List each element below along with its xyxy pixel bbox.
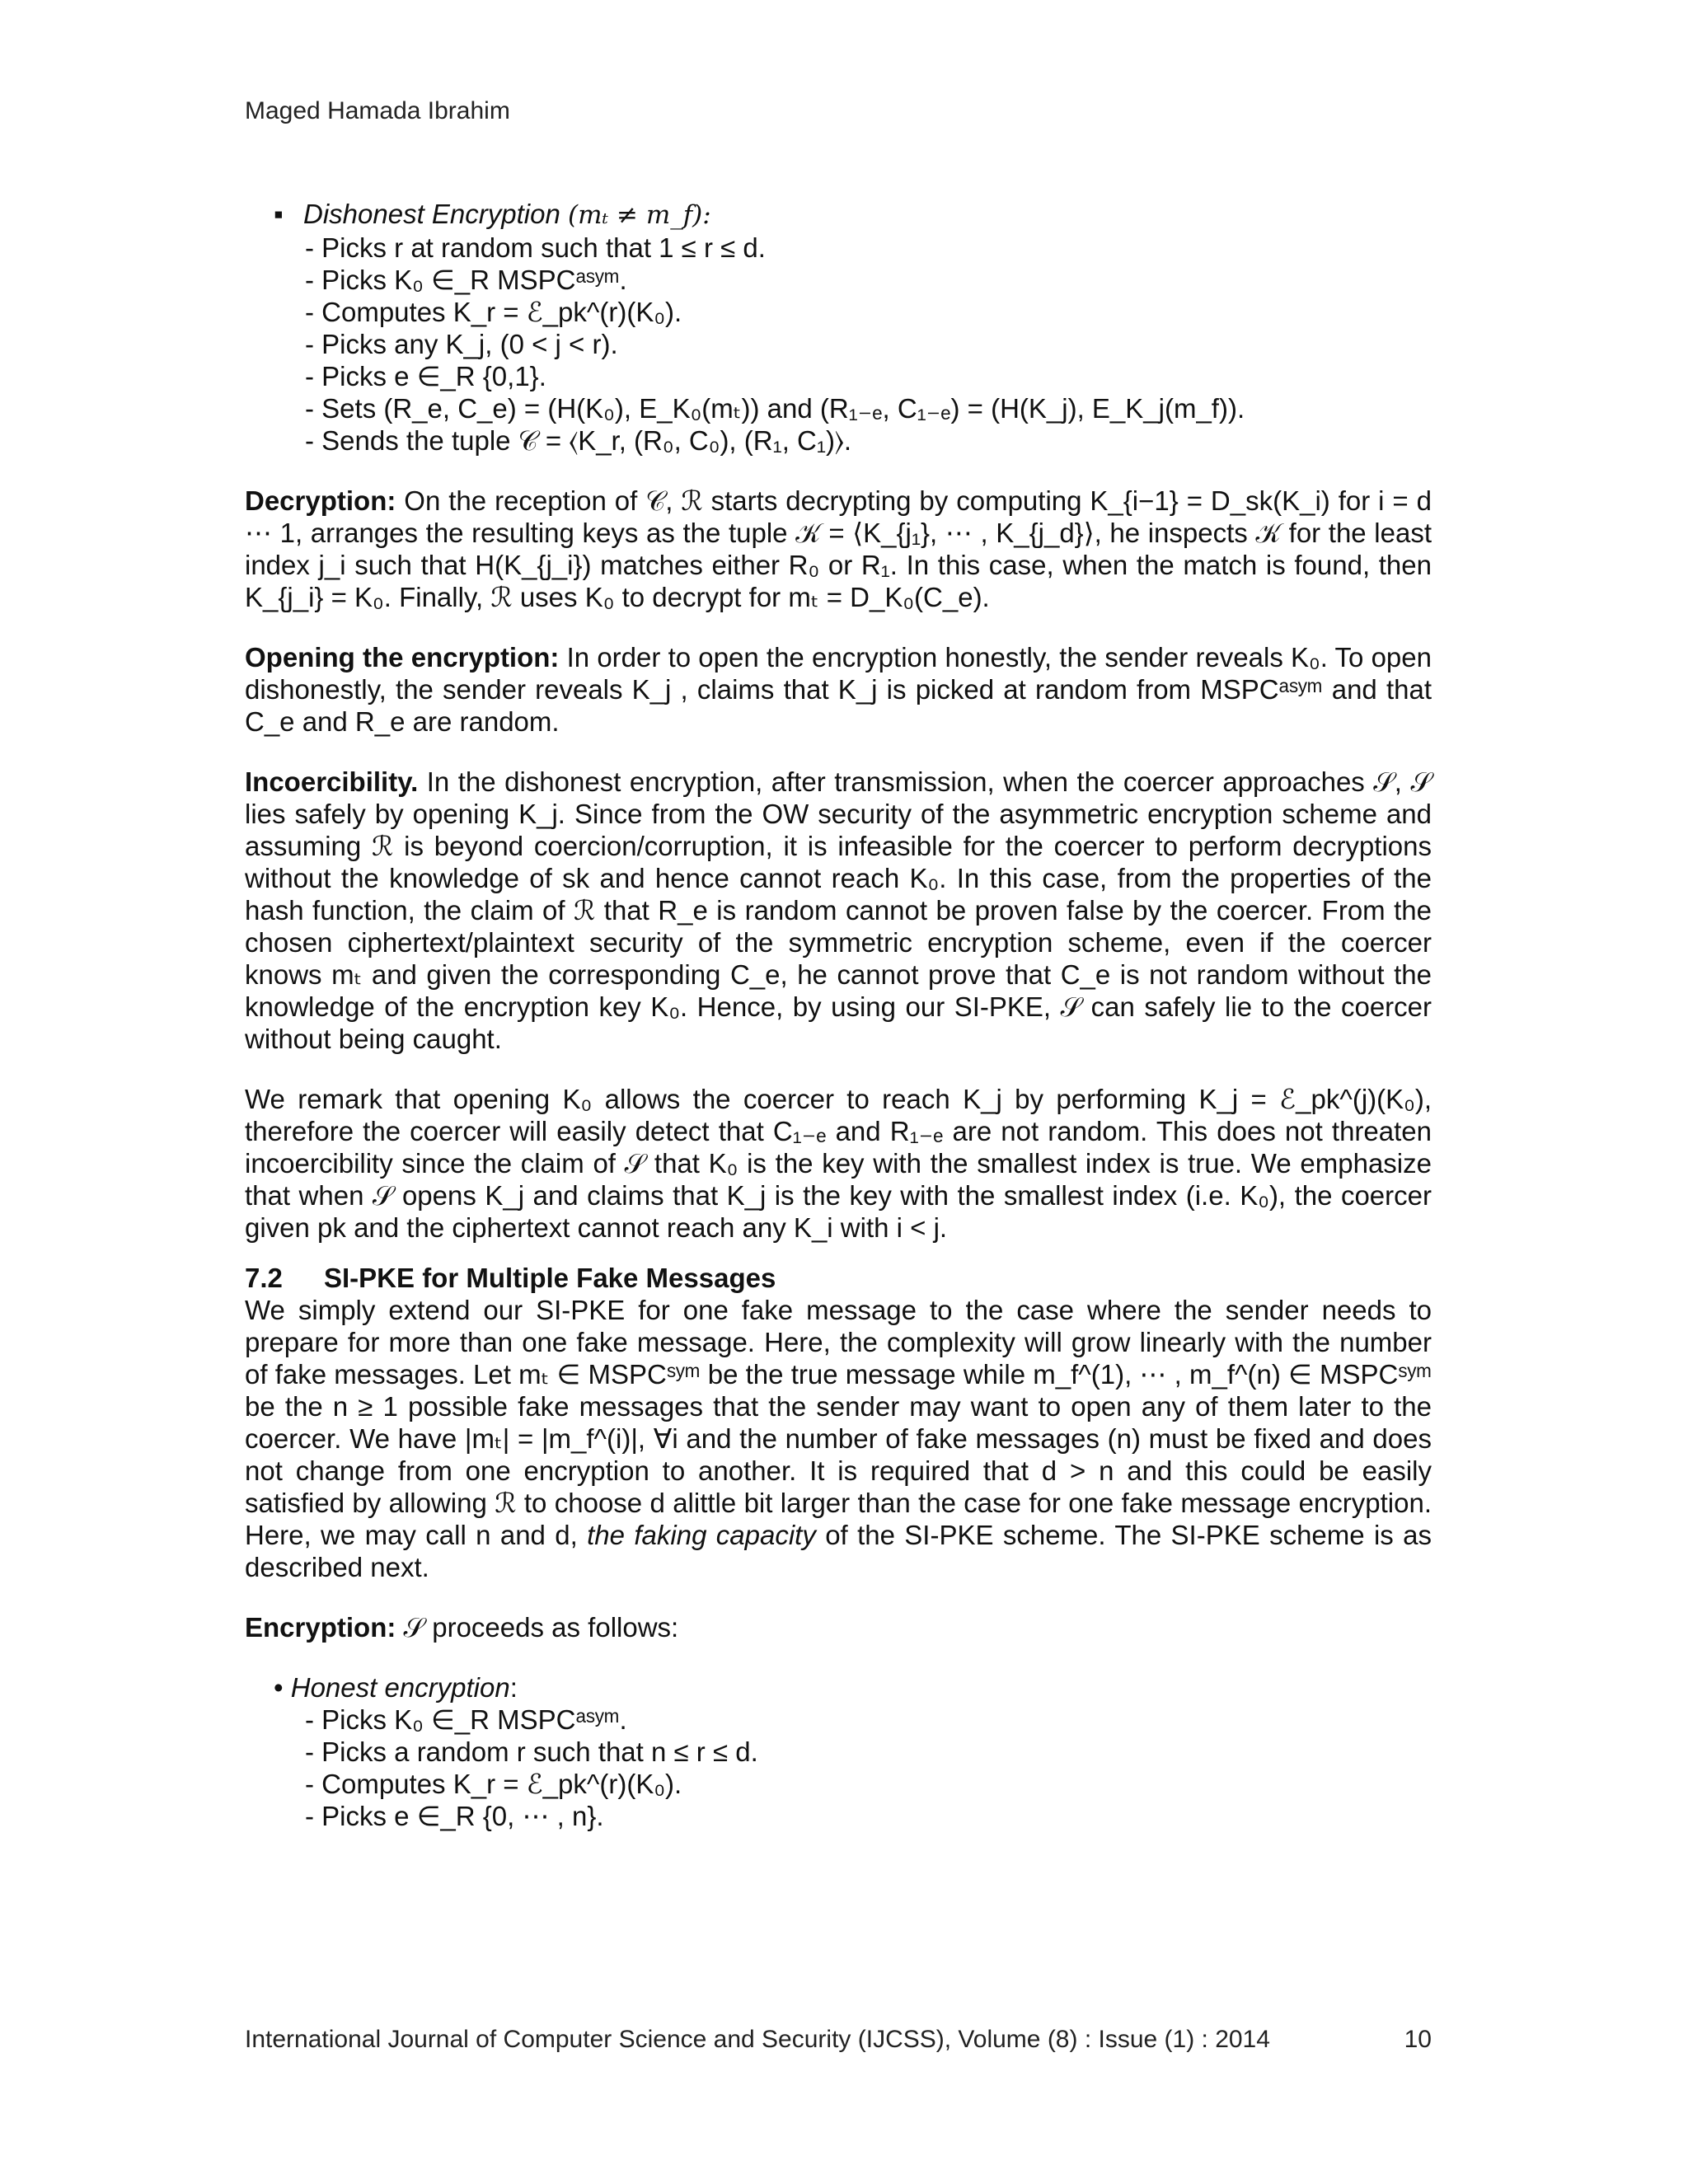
- journal-citation: International Journal of Computer Science and Security (IJCSS), Volume (8) : Issue (1) : 2014: [245, 2026, 1270, 2053]
- decryption-label: Decryption:: [245, 485, 396, 516]
- decryption-text: On the reception of 𝒞, ℛ starts decrypting by computing K_{i−1} = D_sk(K_i) for i = d ⋯ 1, arranges the resulting keys as the tuple 𝒦 = ⟨K_{j₁}, ⋯ , K_{j_d}⟩, he inspects 𝒦 for the least index j_i such that H(K_{j_i}) matches either R₀ or R₁. In this case, when the match is found, then K_{j_i} = K₀. Finally, ℛ uses K₀ to decrypt for mₜ = D_K₀(C_e).: [245, 485, 1432, 612]
- dishonest-step: - Sends the tuple 𝒞 = ⟨K_r, (R₀, C₀), (R₁, C₁)⟩.: [305, 425, 852, 456]
- opening-label: Opening the encryption:: [245, 642, 560, 673]
- square-bullet-icon: ▪: [274, 199, 284, 229]
- opening-paragraph: [245, 641, 1432, 738]
- round-bullet-icon: •: [274, 1672, 291, 1703]
- decryption-paragraph: [245, 485, 1432, 613]
- honest-colon: :: [509, 1672, 518, 1703]
- section-text-b: of the SI-PKE scheme. The SI-PKE scheme is as described next.: [245, 1520, 1432, 1582]
- section-paragraph: [245, 1294, 1432, 1583]
- encryption-label: Encryption:: [245, 1612, 396, 1643]
- dishonest-step: - Sets (R_e, C_e) = (H(K₀), E_K₀(mₜ)) and (R₁₋ₑ, C₁₋ₑ) = (H(K_j), E_K_j(m_f)).: [305, 393, 1245, 424]
- honest-title: Honest encryption: [290, 1672, 510, 1703]
- dishonest-step: - Computes K_r = ℰ_pk^(r)(K₀).: [305, 297, 682, 327]
- opening-text: In order to open the encryption honestly, the sender reveals K₀. To open dishonestly, the sender reveals K_j , claims that K_j is picked at random from MSPCᵃˢʸᵐ and that C_e and R_e are random.: [245, 642, 1432, 737]
- section-title: SI-PKE for Multiple Fake Messages: [324, 1263, 776, 1293]
- honest-step: - Computes K_r = ℰ_pk^(r)(K₀).: [305, 1769, 682, 1799]
- page-body: [245, 198, 1432, 1832]
- remark-paragraph: We remark that opening K₀ allows the coercer to reach K_j by performing K_j = ℰ_pk^(j)(K₀), therefore the coercer will easily detect that C₁₋ₑ and R₁₋ₑ are not random. This does not threaten incoercibility since the claim of 𝒮 that K₀ is the key with the smallest index is true. We emphasize that when 𝒮 opens K_j and claims that K_j is the key with the smallest index (i.e. K₀), the coercer given pk and the ciphertext cannot reach any K_i with i < j.: [245, 1084, 1432, 1243]
- dishonest-step: - Picks K₀ ∈_R MSPCᵃˢʸᵐ.: [305, 265, 627, 295]
- encryption-paragraph: [245, 1611, 1432, 1643]
- dishonest-title-math: (mₜ ≠ m_f):: [568, 200, 711, 230]
- running-header: Maged Hamada Ibrahim: [245, 97, 510, 124]
- section-heading: [245, 1262, 1432, 1294]
- page-number: 10: [1404, 2026, 1432, 2053]
- dishonest-step: - Picks any K_j, (0 < j < r).: [305, 329, 618, 359]
- honest-encryption-item: [245, 1671, 1432, 1704]
- incoercibility-label: Incoercibility.: [245, 766, 419, 797]
- section-number: 7.2: [245, 1263, 283, 1293]
- incoercibility-text: In the dishonest encryption, after transmission, when the coercer approaches 𝒮, 𝒮 lies safely by opening K_j. Since from the OW security of the asymmetric encryption scheme and assuming ℛ is beyond coercion/corruption, it is infeasible for the coercer to perform decryptions without the knowledge of sk and hence cannot reach K₀. In this case, from the properties of the hash function, the claim of ℛ that R_e is random cannot be proven false by the coercer. From the chosen ciphertext/plaintext security of the symmetric encryption scheme, even if the coercer knows mₜ and given the corresponding C_e, he cannot prove that C_e is not random without the knowledge of the encryption key K₀. Hence, by using our SI-PKE, 𝒮 can safely lie to the coercer without being caught.: [245, 766, 1432, 1054]
- encryption-text: 𝒮 proceeds as follows:: [403, 1612, 679, 1643]
- section-text-a: We simply extend our SI-PKE for one fake message to the case where the sender needs to prepare for more than one fake message. Here, the complexity will grow linearly with the number of fake messages. Let mₜ ∈ MSPCˢʸᵐ be the true message while m_f^(1), ⋯ , m_f^(n) ∈ MSPCˢʸᵐ be the n ≥ 1 possible fake messages that the sender may want to open any of them later to the coercer. We have |mₜ| = |m_f^(i)|, ∀i and the number of fake messages (n) must be fixed and does not change from one encryption to another. It is required that d > n and this could be easily satisfied by allowing ℛ to choose d alittle bit larger than the case for one fake message encryption. Here, we may call n and d,: [245, 1295, 1432, 1550]
- dishonest-title: Dishonest Encryption: [303, 199, 560, 229]
- dishonest-step: - Picks e ∈_R {0,1}.: [305, 361, 546, 391]
- incoercibility-paragraph: [245, 766, 1432, 1055]
- section-text-italic: the faking capacity: [587, 1520, 816, 1550]
- page-footer: [245, 2026, 1432, 2054]
- dishonest-encryption-item: [245, 198, 1432, 232]
- honest-step: - Picks a random r such that n ≤ r ≤ d.: [305, 1736, 758, 1767]
- honest-step: - Picks e ∈_R {0, ⋯ , n}.: [305, 1801, 604, 1831]
- dishonest-step: - Picks r at random such that 1 ≤ r ≤ d.: [305, 232, 766, 263]
- honest-step: - Picks K₀ ∈_R MSPCᵃˢʸᵐ.: [305, 1704, 627, 1735]
